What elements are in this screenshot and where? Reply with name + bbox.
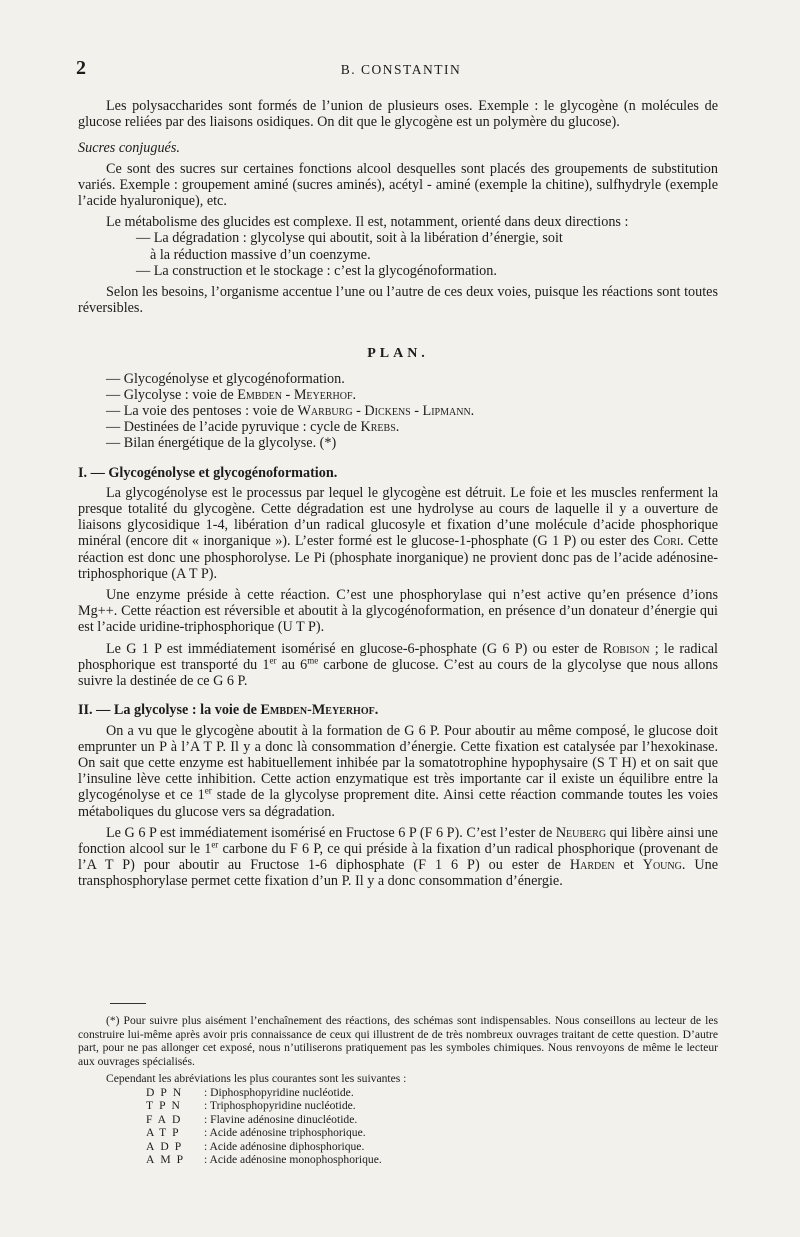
s2p1-text-b: stade de la glycolyse proprement dite. Ainsi cette réaction commande toutes les voies métaboliques du glucose vers sa dégradation. — [78, 787, 718, 820]
abbreviation-meaning: : Triphosphopyridine nucléotide. — [204, 1099, 356, 1112]
s2p2-author-harden: Harden — [569, 857, 615, 874]
abbreviation-code: ADP — [146, 1139, 188, 1153]
page-number: 2 — [76, 57, 86, 79]
abbreviation-meaning: : Acide adénosine triphosphorique. — [204, 1126, 366, 1139]
section-2-title-author: Embden-Meyerhof. — [260, 702, 379, 719]
intro-paragraph-3: Le métabolisme des glucides est complexe. Il est, notamment, orienté dans deux directions : — [106, 214, 629, 231]
s2p2-sup: er — [211, 839, 219, 850]
abbreviation-row — [78, 1126, 718, 1140]
dash-item-degradation-line2: à la réduction massive d’un coenzyme. — [150, 246, 371, 263]
abbreviation-code: AMP — [146, 1153, 190, 1166]
section-1-paragraph-3 — [78, 641, 718, 690]
abbreviation-meaning: : Acide adénosine monophosphorique. — [204, 1153, 382, 1166]
plan-item-5: — Bilan énergétique de la glycolyse. (*) — [106, 435, 337, 452]
s2p2-author-young: Young. — [642, 857, 686, 874]
abbreviation-row — [78, 1113, 718, 1127]
abbreviation-code: TPN — [146, 1099, 186, 1112]
section-1-paragraph-1 — [78, 485, 718, 582]
plan-item-3 — [78, 403, 718, 419]
plan-item-4 — [78, 419, 718, 435]
plan-title: PLAN. — [367, 346, 429, 362]
section-2-title — [78, 702, 718, 718]
abbreviation-code: DPN — [146, 1085, 188, 1099]
s1p3-author: Robison — [602, 640, 650, 657]
s2p2-text-e: Une transphosphorylase permet cette fixation d’un P. Il y a donc consommation d’énergie. — [78, 857, 718, 890]
intro-paragraph-4: Selon les besoins, l’organisme accentue l’une ou l’autre de ces deux voies, puisque les réactions sont toutes réversibles. — [78, 284, 718, 317]
s2p1-sup: er — [204, 785, 212, 796]
plan-item-4-text: — Destinées de l’acide pyruvique : cycle de — [106, 419, 361, 436]
plan-item-4-author: Krebs. — [360, 419, 400, 436]
s2p2-text-b: qui libère ainsi une fonction alcool sur le 1 — [78, 824, 718, 857]
abbreviation-row — [78, 1086, 718, 1100]
section-1-title: I. — Glycogénolyse et glycogénoformation. — [78, 464, 338, 481]
s2p2-text-c: carbone du F 6 P, ce qui préside à la fixation d’un radical phosphorique (provenant de l’A T P) pour aboutir au Fructose 1-6 diphosphate (F 1 6 P) ou ester de — [78, 840, 719, 874]
footnote-block — [78, 1014, 718, 1167]
s1p3-sup-2: me — [307, 655, 319, 666]
s1p3-text-d: carbone de glucose. C’est au cours de la glycolyse que nous allons suivre la destinée de ce G 6 P. — [78, 656, 718, 690]
plan-item-2-text: — Glycolyse : voie de — [106, 386, 238, 403]
s1p1-text-a: La glycogénolyse est le processus par lequel le glycogène est détruit. Le foie et les muscles renferment la presque totalité du glycogène. Cette dégradation est une hydrolyse au cours de laquelle il y a ouverture de liaisons glycosidique 1-4, libération d’un radical glucosyle et fixation d’une molécule d’acide phosphorique minéral (encore dit « inorganique »). L’ester formé est le glucose-1-phosphate (G 1 P) ou ester des — [78, 484, 718, 550]
s1p3-text-b: ; le radical phosphorique est transporté du 1 — [78, 640, 718, 673]
abbreviation-row — [78, 1140, 718, 1154]
abbreviation-meaning: : Acide adénosine diphosphorique. — [204, 1139, 365, 1153]
footnote-rule — [110, 1003, 146, 1004]
plan-item-2-author: Embden - Meyerhof. — [237, 386, 357, 403]
abbreviation-meaning: : Flavine adénosine dinucléotide. — [204, 1112, 358, 1126]
s1p3-sup-1: er — [269, 655, 277, 666]
s2p1-text-a: On a vu que le glycogène aboutit à la formation de G 6 P. Pour aboutir au même composé, le glucose doit emprunter un P à l’A T P. Il y a donc là consommation d’énergie. Cette fixation est catalysée par l’hexokinase. On sait que cette enzyme est habituellement inhibée par la somatotrophine hypophysaire (S T H) et on sait que l’insuline lève cette inhibition. Cette action enzymatique est très importante car il existe un équilibre entre la glycogénolyse et ce 1 — [78, 722, 718, 804]
running-head: B. CONSTANTIN — [340, 62, 462, 77]
section-1-paragraph-2: Une enzyme préside à cette réaction. C’est une phosphorylase qui n’est active qu’en présence d’ions Mg++. Cette réaction est réversible et aboutit à la glycogénoformation, en présence d’un donateur d’énergie qui est l’acide uridine-triphosphorique (U T P). — [78, 587, 718, 636]
section-2-paragraph-2 — [78, 825, 718, 890]
dash-item-degradation — [78, 230, 718, 262]
main-text — [78, 98, 718, 890]
abbreviations-list — [78, 1086, 718, 1167]
s2p2-text-a: Le G 6 P est immédiatement isomérisé en Fructose 6 P (F 6 P). C’est l’ester de — [106, 824, 556, 841]
intro-paragraph-1: Les polysaccharides sont formés de l’union de plusieurs oses. Exemple : le glycogène (n molécules de glucose reliées par des liaisons osidiques. On dit que le glycogène est un polymère du glucose). — [78, 98, 718, 131]
dash-item-construction: — La construction et le stockage : c’est la glycogénoformation. — [136, 262, 497, 279]
abbreviation-row — [78, 1153, 718, 1167]
abbreviation-row — [78, 1099, 718, 1113]
s1p1-author: Cori. — [653, 533, 684, 550]
s1p3-text-c: au 6 — [276, 656, 308, 673]
section-2-title-text: II. — La glycolyse : la voie de — [78, 702, 261, 719]
section-2-paragraph-1 — [78, 723, 718, 820]
dash-item-degradation-line1: — La dégradation : glycolyse qui aboutit, soit à la libération d’énergie, soit — [136, 230, 563, 247]
abbreviation-meaning: : Diphosphopyridine nucléotide. — [204, 1085, 354, 1099]
footnote-text: (*) Pour suivre plus aisément l’enchaînement des réactions, des schémas sont indispensables. Nous conseillons au lecteur de les construire lui-même après avoir pris connaissance de ceux qui illustrent de de très nombreux ouvrages traitant de cette question. D’autre part, pour ne pas allonger cet exposé, nous n’utiliserons pratiquement pas les symboles chimiques. Nous renvoyons de même le lecteur aux ouvrages spécialisés. — [78, 1014, 718, 1068]
plan-item-3-text: — La voie des pentoses : voie de — [106, 403, 298, 420]
s2p2-text-d: et — [614, 857, 643, 874]
s1p3-text-a: Le G 1 P est immédiatement isomérisé en glucose-6-phosphate (G 6 P) ou ester de — [106, 640, 603, 657]
abbreviation-code: FAD — [146, 1112, 187, 1126]
s2p2-author-neuberg: Neuberg — [555, 824, 607, 841]
abbreviation-code: ATP — [146, 1126, 185, 1139]
subheading-sucres-conjugues: Sucres conjugués. — [78, 140, 180, 157]
page-header — [76, 57, 726, 81]
intro-paragraph-2: Ce sont des sucres sur certaines fonctions alcool desquelles sont placés des groupements de substitution variés. Exemple : groupement aminé (sucres aminés), acétyl - aminé (exemple la chitine), sulfhydryle (exemple l’acide hyaluronique), etc. — [78, 160, 718, 210]
plan-item-1: — Glycogénolyse et glycogénoformation. — [106, 370, 345, 387]
s1p1-text-b: Cette réaction est donc une phosphorolyse. Le Pi (phosphate inorganique) ne provient donc pas de l’acide adénosine-triphosphorique (A T P). — [78, 533, 718, 582]
plan-item-2 — [78, 387, 718, 403]
plan-item-3-author: Warburg - Dickens - Lipmann. — [297, 403, 475, 420]
abbreviations-intro: Cependant les abréviations les plus courantes sont les suivantes : — [106, 1072, 407, 1085]
